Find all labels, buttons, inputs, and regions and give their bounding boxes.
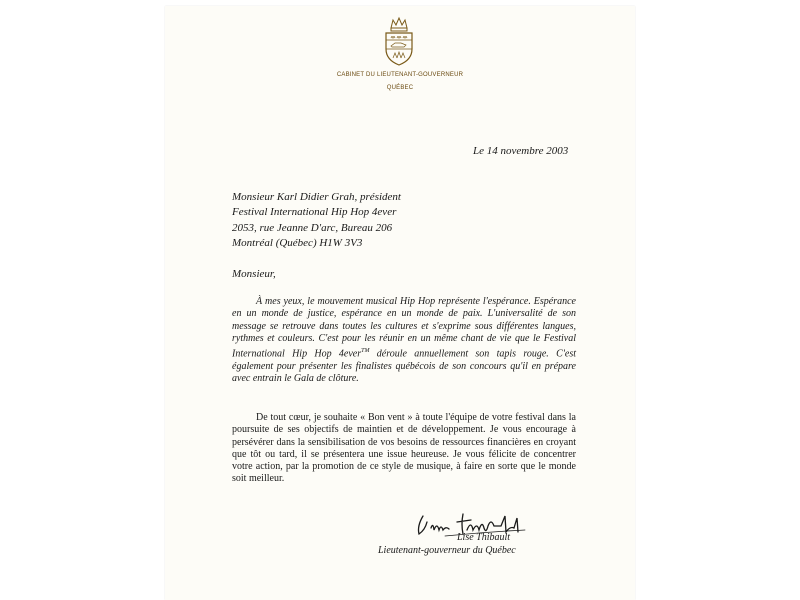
paragraph-text: déroule annuellement son tapis rouge. C'est également pour présenter les finalistes québécois de son concours qu'il en prépare avec entrain le Gala de clôture. (232, 348, 577, 385)
body-paragraph-1 (232, 296, 576, 385)
paragraph-text: À mes yeux, le mouvement musical Hip Hop représente l'espérance. Espérance en un monde de justice, espérance en un monde de paix. L'universalité de son message se retrouve dans toutes les cultures et s'exprime sous différentes langues, rythmes et couleurs. C'est pour les réunir en un même chant de vie que le Festival International Hip Hop 4ever (232, 296, 576, 360)
signer-title: Lieutenant-gouverneur du Québec (378, 545, 516, 556)
address-line: Montréal (Québec) H1W 3V3 (232, 236, 363, 249)
coat-of-arms-icon (378, 16, 420, 68)
trademark-mark: TM (361, 348, 370, 355)
salutation: Monsieur, (232, 268, 276, 280)
address-line: 2053, rue Jeanne D'arc, Bureau 206 (232, 221, 393, 234)
address-line: Festival International Hip Hop 4ever (232, 206, 397, 219)
body-paragraph-2 (232, 412, 576, 486)
letter-page (165, 6, 635, 600)
paragraph-text: De tout cœur, je souhaite « Bon vent » à toute l'équipe de votre festival dans la poursuite de ses objectifs de maintien et de développement. Je vous encourage à persévérer dans la sensibilisation de vos besoins de ressources financières en croyant que tôt ou tard, il se présentera une issue heureuse. Je vous félicite de concentrer votre action, par la promotion de ce style de musique, à faire en sorte que le monde soit meilleur. (232, 412, 576, 485)
address-line: Monsieur Karl Didier Grah, président (232, 191, 401, 203)
letterhead-office: CABINET DU LIEUTENANT-GOUVERNEUR (336, 72, 464, 78)
signer-name: Lise Thibault (457, 532, 511, 543)
letterhead-province: QUÉBEC (386, 85, 414, 91)
recipient-address (232, 190, 401, 251)
letter-date: Le 14 novembre 2003 (473, 145, 569, 157)
